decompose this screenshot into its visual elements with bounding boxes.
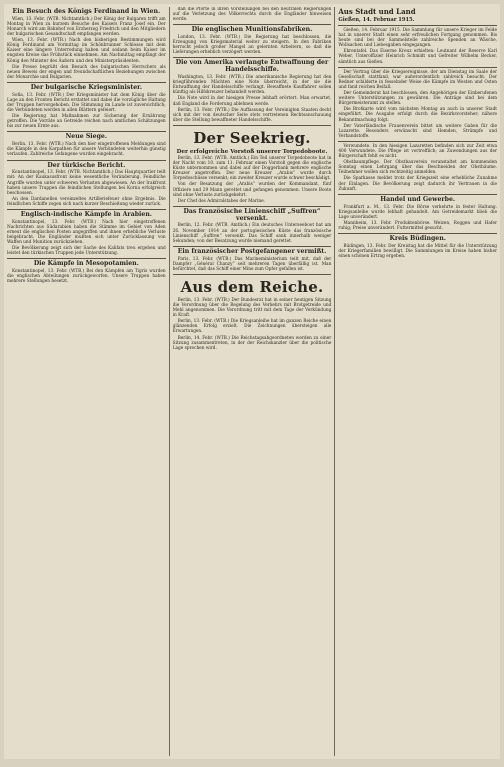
article-paragraph: Berlin, 13. Febr. (WTB.) Der Bundesrat hat in seiner heutigen Sitzung die Verordnung über die Regelung des Verkehrs mit Brotgetreide und Mehl angenommen. Die Verordnung tritt mit dem Tage der Verkündung in Kraft.: [172, 297, 332, 319]
article-paragraph: Berlin, 12. Febr. (WTB. Amtlich.) Ein deutsches Unterseeboot hat am 26. November 1914 an der portugiesischen Küste das französische Linienschiff „Suffren“ versenkt. Das Schiff sank innerhalb weniger Sekunden; von der Besatzung wurde niemand gerettet.: [172, 223, 332, 244]
article: [173, 249, 332, 272]
section-rule: [338, 25, 497, 26]
article-headline: Ein Besuch des Königs Ferdinand in Wien.: [12, 8, 161, 15]
article-paragraph: Berlin, 13. Febr. (WTB.) Die Kriegsanleihe hat im ganzen Reiche einen glänzenden Erfolg erzielt. Die Zeichnungen übersteigen alle Erwartungen.: [172, 319, 332, 335]
article-paragraph: Der Chef des Admiralstabes der Marine.: [177, 198, 265, 204]
column-2: [173, 7, 336, 756]
article: [338, 70, 497, 139]
article-paragraph: Konstantinopel, 13. Febr. (WTB.) Bei den Kämpfen am Tigris wurden die englischen Abteilungen zurückgeworfen. Unsere Truppen haben mehrere Stellungen besetzt.: [7, 269, 166, 285]
article-paragraph: Die Bevölkerung zeigt sich der Sache des Kalifats treu ergeben und leistet den türkischen Truppen jede Unterstützung.: [7, 246, 166, 257]
article-paragraph: Berlin, 13. Febr. (WTB. Amtlich.) Ein Teil unserer Torpedoboote hat in der Nacht vom 10. zum 11. Februar einen Vorstoß gegen die englische Küste unternommen und dabei auf der Doggerbank mehrere englische Kreuzer angetroffen. Der neue Kreuzer „Arabis“ wurde durch Torpedoschüsse versenkt; ein zweiter Kreuzer wurde schwer beschädigt.: [172, 155, 332, 182]
article-headline: Der Seekrieg.: [193, 128, 311, 147]
article-paragraph: London, 13. Febr. (WTB.) Die Regierung hat beschlossen, die Erzeugung von Kriegsmaterial weiter zu steigern. In den Fabriken herrscht jedoch großer Mangel an gelernten Arbeitern, so daß die Lieferungen erheblich verzögert werden.: [172, 35, 332, 56]
article: [7, 212, 166, 256]
article-paragraph: Die Regierung hat Maßnahmen zur Sicherung der Ernährung getroffen. Die Vorräte an Getreide reichen nach amtlichen Schätzungen bis zur neuen Ernte aus.: [7, 114, 166, 130]
article-paragraph: daß die Pforte in ihren Vorstellungen bei den neutralen Regierungen auf die Verletzung des Völkerrechts durch die Engländer hinweisen werde.: [172, 7, 332, 23]
article-headline: Die von Amerika verlangte Entwaffnung der Handelsschiffe.: [175, 59, 329, 74]
local-section-masthead: [338, 7, 497, 16]
article-paragraph: Berlin, 13. Febr. (WTB.) Die Auffassung der Vereinigten Staaten deckt sich mit der von deutscher Seite stets vertretenen Rechtsanschauung über die Stellung bewaffneter Handelsschiffe.: [172, 107, 332, 123]
article-paragraph: Ehrentafel. Das Eiserne Kreuz erhielten: Leutnant der Reserve Karl Weber, Unteroffizier Heinrich Schmidt und Gefreiter Wilhelm Becker, sämtlich aus Gießen.: [338, 49, 498, 65]
article-paragraph: Frankfurt a. M., 13. Febr. Die Börse verkehrte in fester Haltung. Kriegsanleihe wurde lebhaft gehandelt. Am Getreidemarkt blieb die Lage unverändert.: [338, 204, 498, 220]
article-headline: Das französische Linienschiff „Suffren“ versenkt.: [183, 207, 321, 222]
section-dateline: Gießen, 14. Februar 1915.: [338, 17, 415, 23]
article: [173, 209, 332, 244]
article-headline: Der türkische Bericht.: [47, 161, 126, 169]
article-paragraph: Der Gemeinderat hat beschlossen, den Angehörigen der Einberufenen weitere Unterstützungen zu gewähren. Die Anträge sind bei dem Bürgermeisteramt zu stellen.: [338, 91, 498, 107]
article-paragraph: Verwundete. In den hiesigen Lazaretten befinden sich zur Zeit etwa 400 Verwundete. Die Pflege ist vortrefflich; an Zuwendungen aus der Bürgerschaft fehlt es nicht.: [338, 143, 498, 160]
article-paragraph: Sofia, 13. Febr. (WTB.) Der Kriegsminister hat dem König über die Lage an den Fronten Bericht erstattet und dabei die vorzügliche Haltung der Truppen hervorgehoben. Die Stimmung im Lande ist zuversichtlich; die Verbündeten werden in allen Blättern gefeiert.: [7, 92, 166, 114]
article: [7, 163, 166, 207]
article-divider: [7, 209, 166, 210]
article-subheadline: Der erfolgreiche Vorstoß unserer Torpedoboote.: [176, 148, 328, 155]
article-paragraph: Der Vortrag über die Kriegsereignisse, der am Dienstag im Saale der Gesellschaft stattfand, war außerordentlich zahlreich besucht. Der Redner schilderte in fesselnder Weise die Kämpfe im Westen und Osten und fand reichen Beifall.: [338, 69, 498, 90]
article-divider: [173, 57, 332, 58]
article-paragraph: Gießen, 14. Februar 1915. Die Sammlung für unsere Krieger im Felde hat in unserer Stadt einen sehr erfreulichen Fortgang genommen. Bis heute sind bei der Sammelstelle zahlreiche Spenden an Wäsche, Wollsachen und Liebesgaben eingegangen.: [338, 28, 498, 49]
article: [338, 28, 497, 65]
article-paragraph: Die Sparkasse meldet trotz der Kriegszeit eine erhebliche Zunahme der Einlagen. Die Bevölkerung zeigt dadurch ihr Vertrauen in die Zukunft.: [338, 176, 498, 192]
article-paragraph: Die Brotkarte wird vom nächsten Montag an auch in unserer Stadt eingeführt. Die Ausgabe erfolgt durch die Bezirksvorsteher; nähere Bekanntmachung folgt.: [338, 107, 498, 123]
article-paragraph: Die Presse begrüßt den Besuch des bulgarischen Herrschers als neuen Beweis der engen und freundschaftlichen Beziehungen zwischen der Monarchie und Bulgarien.: [7, 64, 166, 80]
article-headline: Die englischen Munitionsfabriken.: [191, 26, 313, 34]
article-headline: Handel und Gewerbe.: [380, 195, 456, 203]
article-divider: [338, 141, 497, 142]
article: [338, 197, 497, 231]
column-1: [7, 7, 170, 756]
section-title: Aus Stadt und Land: [338, 7, 416, 16]
article: [173, 278, 332, 351]
article-divider: [7, 258, 166, 259]
article-headline: Der bulgarische Kriegsminister.: [30, 83, 142, 91]
article-paragraph: Die Note wird in der hiesigen Presse lebhaft erörtert. Man erwartet, daß England die Forderung ablehnen werde.: [172, 96, 332, 107]
article-divider: [7, 160, 166, 161]
article-headline: Neue Siege.: [65, 133, 108, 141]
article-divider: [173, 274, 332, 275]
article-paragraph: Von der Besatzung der „Arabis“ wurden der Kommandant, fünf Offiziere und 29 Mann gerettet und gefangen genommen. Unsere Boote sind ohne Verluste zurückgekehrt.: [172, 182, 332, 198]
article-paragraph: Washington, 13. Febr. (WTB.) Die amerikanische Regierung hat den kriegführenden Mächten eine Note überreicht, in der sie die Entwaffnung der Handelsschiffe verlangt. Bewaffnete Kauffahrer sollen künftig als Hilfskreuzer behandelt werden.: [172, 75, 332, 96]
article-paragraph: Büdingen, 13. Febr. Der Kreistag hat die Mittel für die Unterstützung der Kriegerfamilien bewilligt. Die Sammlungen im Kreise haben bisher einen schönen Ertrag ergeben.: [338, 243, 498, 259]
article-headline: Englisch-indische Kämpfe in Arabien.: [20, 210, 152, 218]
article-paragraph: Berlin, 13. Febr. (WTB.) Nach den hier eingetroffenen Meldungen sind die Kämpfe in den Karpathen für unsere Verbündeten weiterhin günstig verlaufen. Zahlreiche Gefangene wurden eingebracht.: [7, 142, 166, 158]
article-divider: [173, 125, 332, 126]
column-3-body: [338, 28, 497, 259]
article-paragraph: Der Vaterländische Frauenverein bittet um weitere Gaben für die Lazarette. Besonders erwünscht sind Hemden, Strümpfe und Verbandstoffe.: [338, 123, 498, 139]
newspaper-page: [4, 4, 500, 759]
article-paragraph: Wien, 13. Febr. (WTB.) Nach den bisherigen Bestimmungen wird König Ferdinand am Vormittag im Schönbrunner Schlosse mit dem Kaiser eine längere Unterredung haben und sodann beim Kaiser im engsten Kreise das Frühstück einnehmen. Am Nachmittag empfängt der König den Minister des Äußern und den Ministerpräsidenten.: [7, 38, 166, 64]
article-paragraph: An den Dardanellen vereinzeltes Artilleriefeuer ohne Ergebnis. Die feindlichen Schiffe zogen sich nach kurzer Beschießung wieder zurück.: [7, 196, 166, 207]
article-divider: [173, 246, 332, 247]
article: [338, 144, 497, 192]
article-paragraph: Konstantinopel, 13. Febr. (WTB.) Nach hier eingetroffenen Nachrichten aus Südarabien haben die Stämme im Gebiet von Aden erneut die englischen Posten angegriffen und ihnen erhebliche Verluste beigebracht. Die Engländer mußten sich unter Zurücklassung von Waffen und Munition zurückziehen.: [7, 219, 166, 246]
article-paragraph: Konstantinopel, 13. Febr. (WTB. Nichtamtlich.) Das Hauptquartier teilt mit: An der Kaukasusfront keine wesentliche Veränderung. Feindliche Angriffe wurden unter schweren Verlusten abgewiesen. An der Irakfront haben unsere Truppen die feindlichen Stellungen bei Korna erfolgreich beschossen.: [7, 170, 166, 196]
article: [7, 9, 166, 80]
article: [173, 60, 332, 122]
article-divider: [338, 194, 497, 195]
article-divider: [173, 24, 332, 25]
column-3: [338, 7, 497, 756]
article-paragraph: Mannheim, 13. Febr. Produktenbörse. Weizen, Roggen und Hafer ruhig; Preise unverändert. Futtermittel gesucht.: [338, 220, 498, 231]
article-paragraph: Berlin, 14. Febr. (WTB.) Die Reichstagsabgeordneten werden zu einer Sitzung zusammentreten, in der der Reichskanzler über die politische Lage sprechen wird.: [172, 335, 332, 351]
article-paragraph: Paris, 13. Febr. (WTB.) Das Marineministerium teilt mit, daß der Dampfer „Général Chanzy“ seit mehreren Tagen überfällig ist. Man befürchtet, daß das Schiff einer Mine zum Opfer gefallen ist.: [172, 256, 332, 272]
article: [173, 129, 332, 204]
article: [7, 134, 166, 157]
article: [7, 85, 166, 129]
article-divider: [173, 206, 332, 207]
article-paragraph: Wien, 13. Febr. (WTB. Nichtamtlich.) Der König der Bulgaren trifft am Montag in Wien zu kurzem Besuche des Kaisers Franz Josef ein. Der Monarch wird am Bahnhof von Erzherzog Friedrich und den Mitgliedern der bulgarischen Gesandtschaft empfangen werden.: [7, 16, 166, 38]
article-divider: [7, 82, 166, 83]
article: [173, 7, 332, 22]
article-divider: [338, 67, 497, 68]
article-divider: [7, 131, 166, 132]
article-divider: [338, 233, 497, 234]
article-headline: Ein französischer Postgefangener vermißt.: [177, 247, 327, 255]
article-headline: Aus dem Reiche.: [180, 277, 324, 296]
article-headline: Die Kämpfe in Mesopotamien.: [33, 260, 139, 268]
article-headline: Kreis Büdingen.: [389, 235, 446, 242]
article: [7, 261, 166, 284]
article: [173, 27, 332, 55]
article: [338, 236, 497, 259]
local-section-dateline-row: [338, 17, 497, 23]
article-paragraph: Obstbaumpflege. Der Obstbauverein veranstaltet am kommenden Sonntag einen Lehrgang über das Beschneiden der Obstbäume. Teilnehmer wollen sich rechtzeitig anmelden.: [338, 160, 498, 176]
